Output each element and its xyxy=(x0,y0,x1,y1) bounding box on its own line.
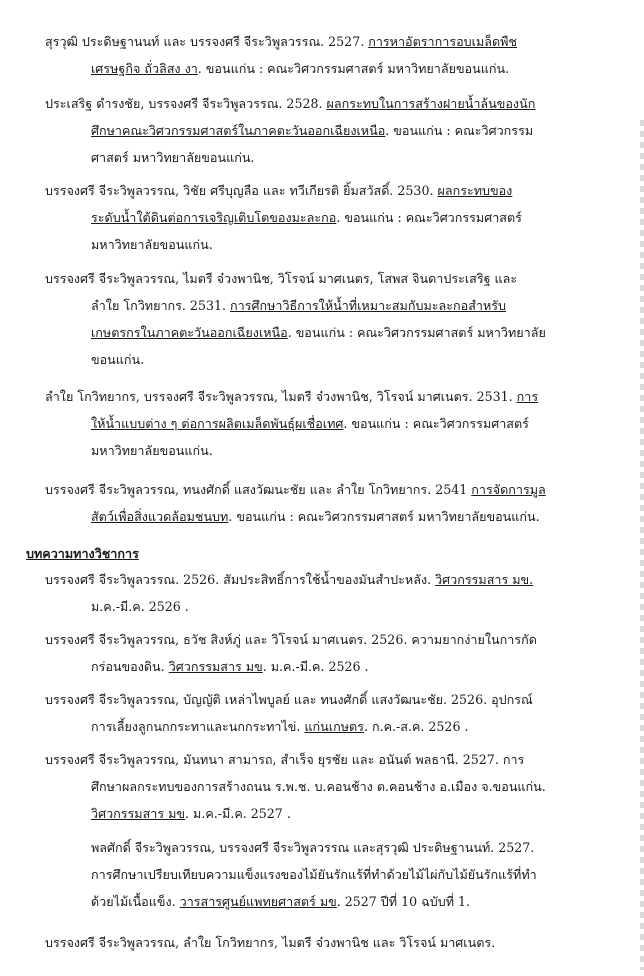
reference-text: . ม.ค.-มี.ค. 2527 . xyxy=(185,806,291,821)
reference-text: ศาสตร์ มหาวิทยาลัยขอนแก่น. xyxy=(91,150,255,165)
reference-text: บรรจงศรี จีระวิพูลวรรณ, มันทนา สามารถ, สำเร็จ ยุรชัย และ อนันต์ พลธานี. 2527. การ xyxy=(45,752,525,767)
reference-text: มหาวิทยาลัยขอนแก่น. xyxy=(91,237,213,252)
reference-line xyxy=(0,231,620,258)
reference-line xyxy=(0,566,620,593)
scan-edge-artifact xyxy=(640,120,644,970)
reference-line xyxy=(0,144,620,171)
reference-text: ขอนแก่น. xyxy=(91,352,145,367)
reference-text: . ก.ค.-ส.ค. 2526 . xyxy=(363,719,469,734)
reference-text: ด้วยไม้เนื้อแข็ง. xyxy=(91,894,180,909)
reference-title: วิศวกรรมสาร มข. xyxy=(435,572,534,587)
reference-line xyxy=(0,117,620,144)
reference-entry xyxy=(0,383,620,464)
reference-line xyxy=(0,410,620,437)
reference-line xyxy=(0,177,620,204)
reference-line xyxy=(0,800,620,827)
reference-line xyxy=(0,265,620,292)
reference-text: . ขอนแก่น : คณะวิศวกรรม xyxy=(385,123,534,138)
reference-line xyxy=(0,713,620,740)
reference-text: การเลี้ยงลูกนกกระทาและนกกระทาไข่. xyxy=(91,719,305,734)
reference-title: ผลกระทบของ xyxy=(437,183,513,198)
reference-line xyxy=(0,686,620,713)
reference-text: . ม.ค.-มี.ค. 2526 . xyxy=(262,659,369,674)
reference-text: บรรจงศรี จีระวิพูลวรรณ, ทนงศักดิ์ แสงวัฒนะชัย และ ลำใย โกวิทยากร. 2541 xyxy=(45,482,472,497)
reference-text: ประเสริฐ ดำรงชัย, บรรจงศรี จีระวิพูลวรรณ. 2528. xyxy=(45,96,327,111)
reference-entry xyxy=(0,177,620,258)
reference-title: ผลกระทบในการสร้างฝายน้ำล้นของนัก xyxy=(326,96,536,111)
reference-line xyxy=(0,929,620,956)
reference-entry xyxy=(0,566,620,620)
reference-line xyxy=(0,476,620,503)
reference-title: ศึกษาคณะวิศวกรรมศาสตร์ในภาคตะวันออกเฉียงเหนือ xyxy=(91,123,386,138)
reference-line xyxy=(0,746,620,773)
reference-line xyxy=(0,653,620,680)
reference-entry xyxy=(0,929,620,956)
reference-title: เศรษฐกิจ ถั่วลิสง งา xyxy=(91,61,198,76)
reference-line xyxy=(0,90,620,117)
reference-title: วารสารศูนย์แพทยศาสตร์ มข xyxy=(179,894,337,909)
reference-text: การศึกษาเปรียบเทียบความแข็งแรงของไม้ยันรักแร้ที่ทำด้วยไม้ไผ่กับไม้ยันรักแร้ที่ทำ xyxy=(91,867,537,882)
reference-entry xyxy=(0,265,620,373)
reference-text: สุรวุฒิ ประดิษฐานนท์ และ บรรจงศรี จีระวิพูลวรรณ. 2527. xyxy=(45,34,369,49)
reference-line xyxy=(0,834,620,861)
reference-line xyxy=(0,437,620,464)
reference-line xyxy=(0,593,620,620)
section-heading: บทความทางวิชาการ xyxy=(26,546,139,561)
reference-line xyxy=(0,204,620,231)
reference-text: . ขอนแก่น : คณะวิศวกรรมศาสตร์ xyxy=(343,416,529,431)
reference-text: . 2527 ปีที่ 10 ฉบับที่ 1. xyxy=(336,894,471,909)
reference-line xyxy=(0,383,620,410)
reference-title: สัตว์เพื่อสิ่งแวดล้อมชนบท xyxy=(91,509,229,524)
reference-text: บรรจงศรี จีระวิพูลวรรณ, วิชัย ศรีบุญลือ และ ทวีเกียรติ ยิ้มสวัสดิ์. 2530. xyxy=(45,183,438,198)
reference-text: บรรจงศรี จีระวิพูลวรรณ, ลำใย โกวิทยากร, ไมตรี จ๋วงพานิช และ วิโรจน์ มาศเนตร. xyxy=(45,935,496,950)
reference-entry xyxy=(0,686,620,740)
reference-text: ลำใย โกวิทยากร, บรรจงศรี จีระวิพูลวรรณ, ไมตรี จ๋วงพานิช, วิโรจน์ มาศเนตร. 2531. xyxy=(45,389,517,404)
reference-text: ศึกษาผลกระทบของการสร้างถนน ร.พ.ช. บ.คอนช้าง ต.คอนช้าง อ.เมือง จ.ขอนแก่น. xyxy=(91,779,546,794)
reference-line xyxy=(0,503,620,530)
reference-entry xyxy=(0,834,620,915)
reference-title: แก่นเกษตร xyxy=(304,719,364,734)
reference-line xyxy=(0,626,620,653)
reference-entry xyxy=(0,626,620,680)
reference-line xyxy=(0,292,620,319)
reference-text: บรรจงศรี จีระวิพูลวรรณ, ไมตรี จ๋วงพานิช, วิโรจน์ มาศเนตร, โสพส จินดาประเสริฐ และ xyxy=(45,271,518,286)
reference-text: . ขอนแก่น : คณะวิศวกรรมศาสตร์ xyxy=(336,210,522,225)
reference-line xyxy=(0,319,620,346)
reference-line xyxy=(0,888,620,915)
reference-title: การศึกษาวิธีการให้น้ำที่เหมาะสมกับมะละกอสำหรับ xyxy=(230,298,507,313)
reference-title: การจัดการมูล xyxy=(471,482,546,497)
reference-title: วิศวกรรมสาร มข xyxy=(168,659,263,674)
reference-title: วิศวกรรมสาร มข xyxy=(91,806,186,821)
reference-text: บรรจงศรี จีระวิพูลวรรณ, บัญญัติ เหล่าไพบูลย์ และ ทนงศักดิ์ แสงวัฒนะชัย. 2526. อุปกรณ์ xyxy=(45,692,533,707)
reference-entry xyxy=(0,476,620,530)
reference-text: บรรจงศรี จีระวิพูลวรรณ. 2526. สัมประสิทธิ์การใช้น้ำของมันสำปะหลัง. xyxy=(45,572,436,587)
reference-title: เกษตรกรในภาคตะวันออกเฉียงเหนือ xyxy=(91,325,288,340)
reference-title: ให้น้ำแบบต่าง ๆ ต่อการผลิตเมล็ดพันธุ์ผเชื่อเทศ xyxy=(91,416,344,431)
reference-text: . ขอนแก่น : คณะวิศวกรรมศาสตร์ มหาวิทยาลัยขอนแก่น. xyxy=(228,509,540,524)
reference-text: มหาวิทยาลัยขอนแก่น. xyxy=(91,443,213,458)
reference-line xyxy=(0,346,620,373)
reference-title: การ xyxy=(516,389,539,404)
reference-entry xyxy=(0,746,620,827)
reference-entry xyxy=(0,90,620,171)
reference-entry xyxy=(0,28,620,82)
reference-title: การหาอัตราการอบเมล็ดพืช xyxy=(368,34,518,49)
reference-line xyxy=(0,55,620,82)
reference-text: บรรจงศรี จีระวิพูลวรรณ, ธวัช สิงห์ภู่ และ วิโรจน์ มาศเนตร. 2526. ความยากง่ายในการกัด xyxy=(45,632,537,647)
reference-text: พลศักดิ์ จีระวิพูลวรรณ, บรรจงศรี จีระวิพูลวรรณ และสุรวุฒิ ประดิษฐานนท์. 2527. xyxy=(91,840,535,855)
reference-text: ม.ค.-มี.ค. 2526 . xyxy=(91,599,189,614)
reference-line xyxy=(0,773,620,800)
reference-line xyxy=(0,28,620,55)
reference-line xyxy=(0,861,620,888)
reference-title: ระดับน้ำใต้ดินต่อการเจริญเติบโตของมะละกอ xyxy=(91,210,337,225)
reference-text: กร่อนของดิน. xyxy=(91,659,169,674)
reference-text: . ขอนแก่น : คณะวิศวกรรมศาสตร์ มหาวิทยาลัยขอนแก่น. xyxy=(197,61,510,76)
reference-text: ลำใย โกวิทยากร. 2531. xyxy=(91,298,230,313)
reference-text: . ขอนแก่น : คณะวิศวกรรมศาสตร์ มหาวิทยาลัย xyxy=(287,325,546,340)
